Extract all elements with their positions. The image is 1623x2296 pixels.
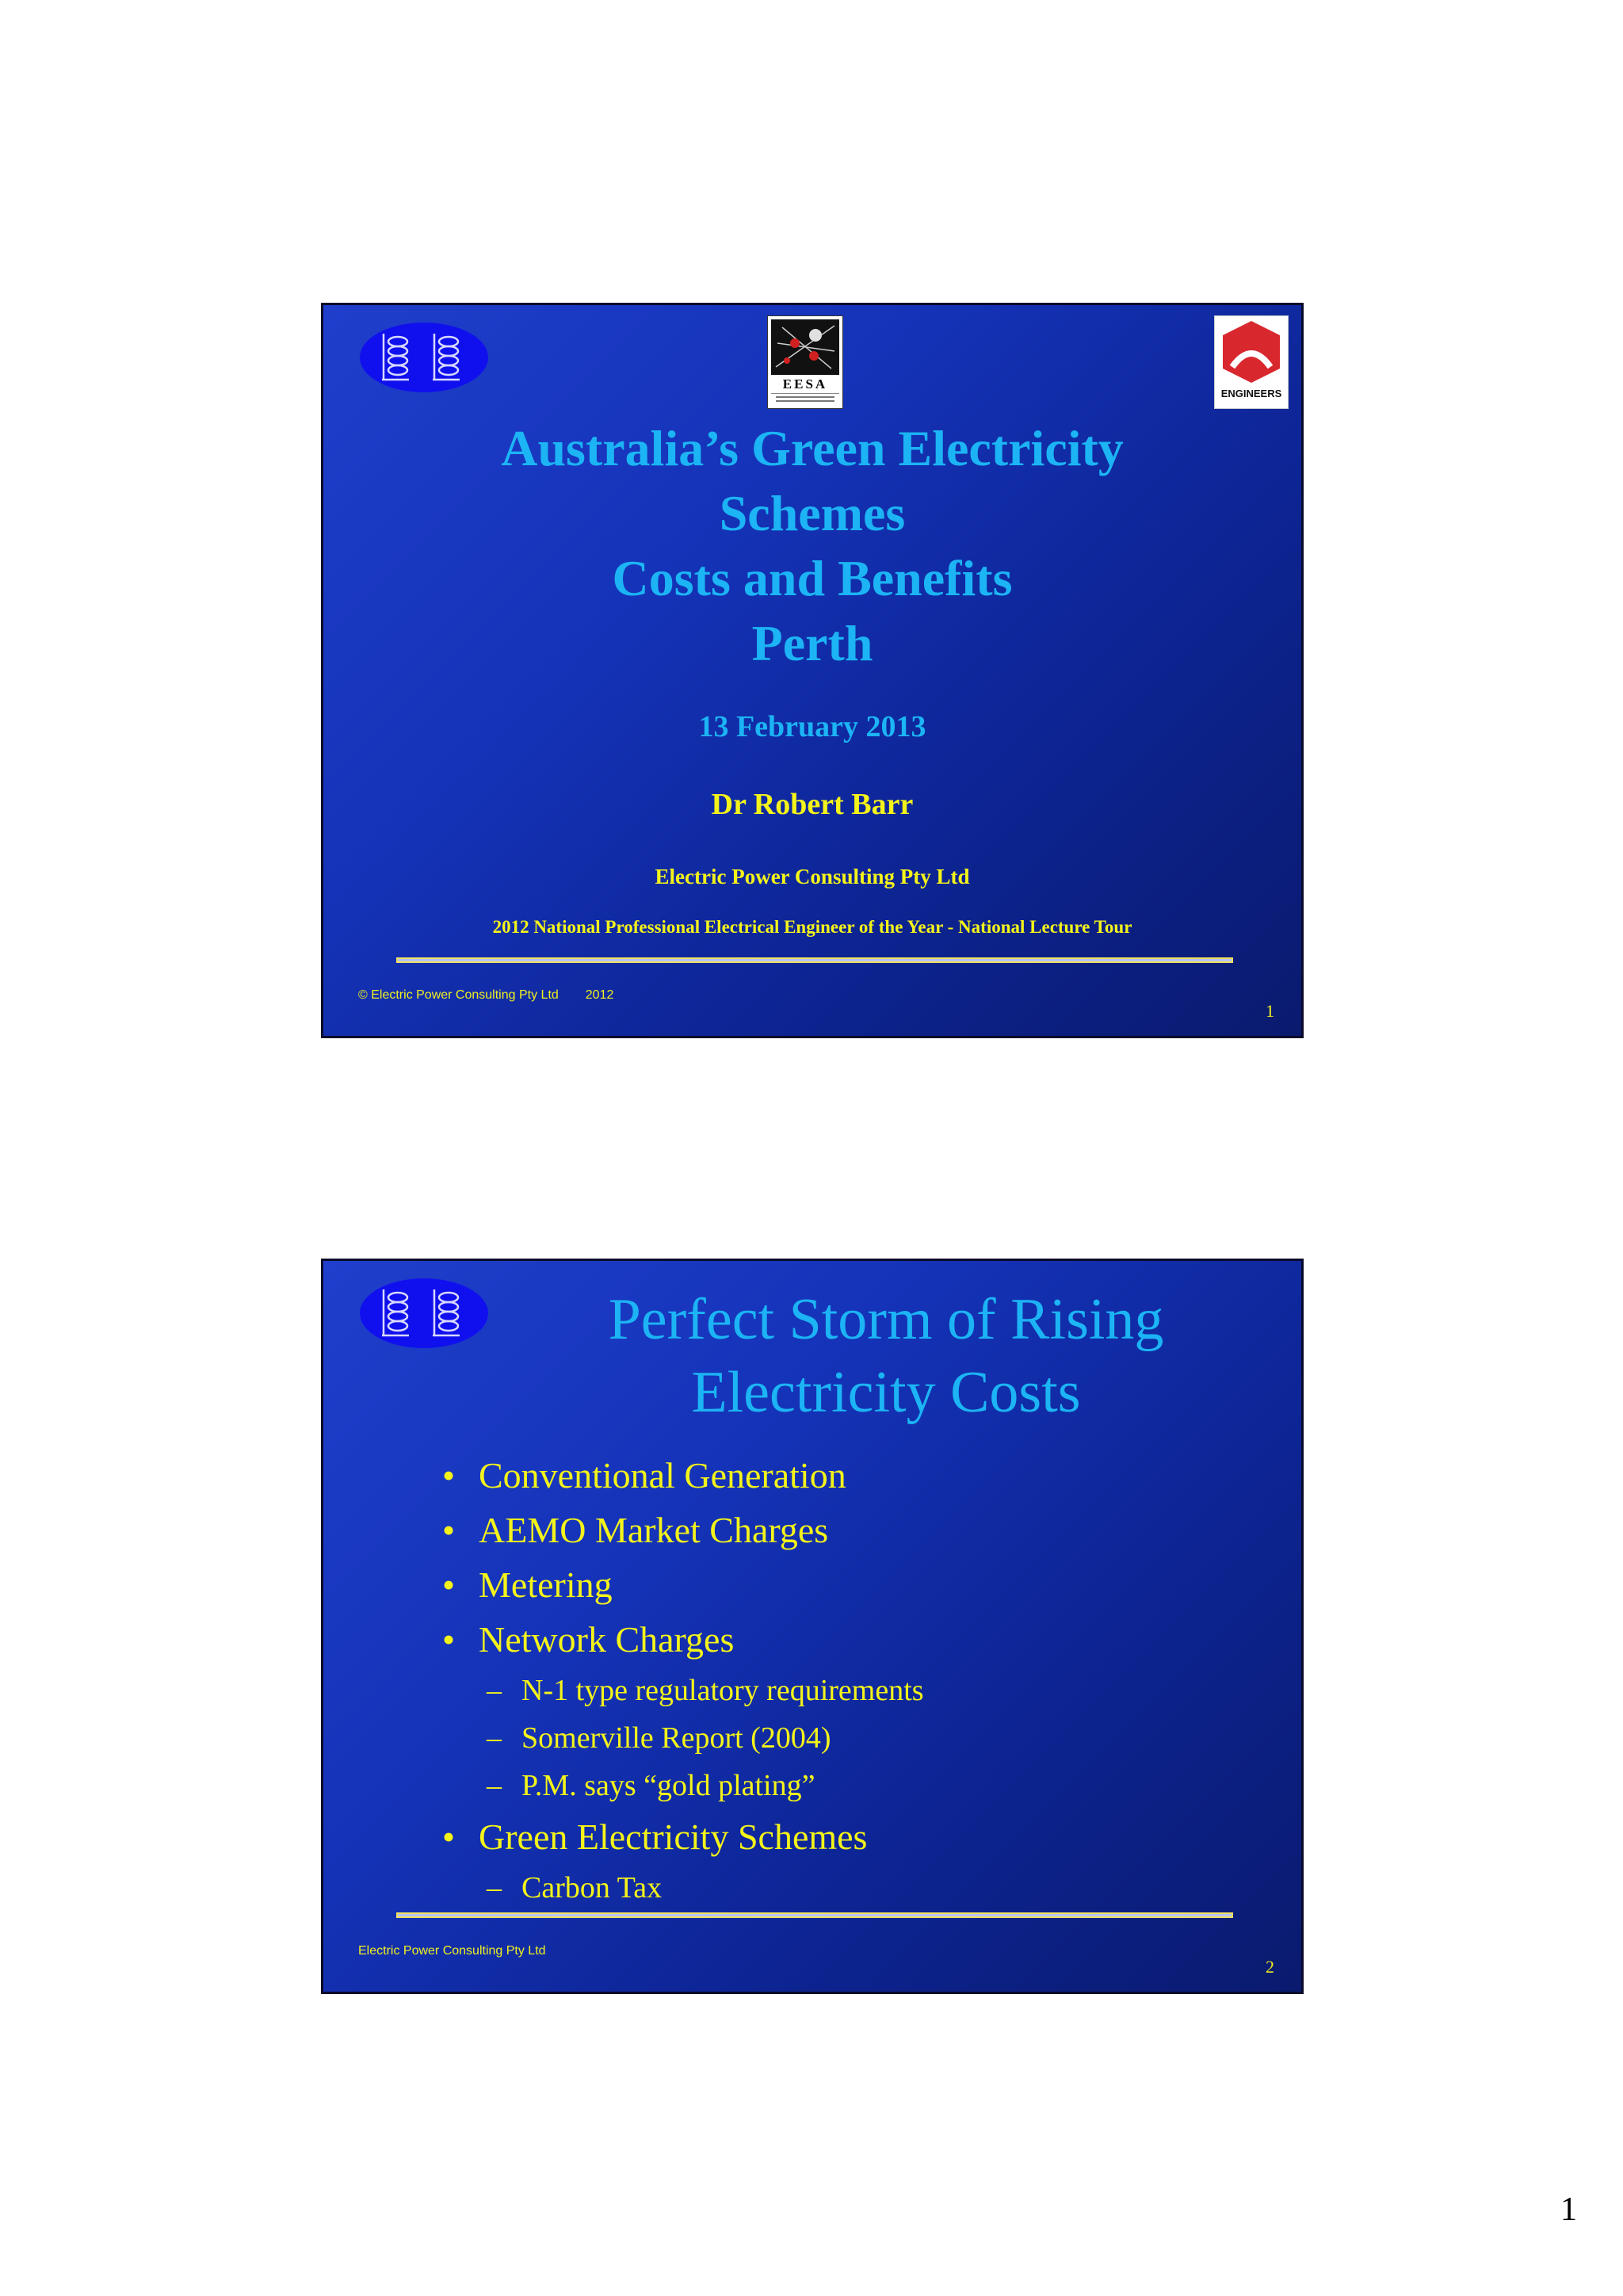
engineers-australia-logo bbox=[1214, 315, 1289, 409]
eesa-atom-icon bbox=[771, 319, 839, 375]
coil-logo-icon bbox=[360, 1278, 488, 1348]
slide-2-footer: Electric Power Consulting Pty Ltd bbox=[358, 1944, 546, 1958]
slide-number: 2 bbox=[1266, 1957, 1274, 1977]
divider-rule bbox=[396, 1912, 1233, 1918]
bullet-item: • Conventional Generation bbox=[442, 1448, 924, 1503]
bullet-item: • Metering bbox=[442, 1557, 924, 1612]
page-number: 1 bbox=[1560, 2191, 1577, 2228]
slide-2 bbox=[321, 1259, 1304, 1994]
presentation-date: 13 February 2013 bbox=[698, 710, 926, 743]
sub-bullet-item: – Somerville Report (2004) bbox=[442, 1714, 924, 1762]
slide-1 bbox=[321, 303, 1304, 1038]
bullet-item: • Network Charges bbox=[442, 1612, 924, 1667]
slide-number: 1 bbox=[1266, 1001, 1274, 1021]
engineers-australia-icon bbox=[1215, 316, 1288, 388]
engineers-australia-logo-text: ENGINEERS bbox=[1220, 388, 1282, 399]
bullet-item: • Green Electricity Schemes bbox=[442, 1809, 924, 1864]
slide-2-title: Perfect Storm of Rising Electricity Costs bbox=[608, 1287, 1164, 1425]
slide-1-title: Australia’s Green Electricity Schemes Costs and Benefits Perth bbox=[501, 420, 1124, 671]
author-name: Dr Robert Barr bbox=[711, 788, 914, 821]
bullet-item: • AEMO Market Charges bbox=[442, 1503, 924, 1557]
divider-rule bbox=[396, 957, 1233, 963]
coil-logo-icon bbox=[360, 323, 488, 392]
bullet-list bbox=[442, 1448, 924, 1912]
sub-bullet-item: – P.M. says “gold plating” bbox=[442, 1762, 924, 1809]
sub-bullet-item: – N-1 type regulatory requirements bbox=[442, 1667, 924, 1714]
eesa-logo-text: EESA bbox=[782, 376, 828, 392]
slide-1-footer: © Electric Power Consulting Pty Ltd 2012 bbox=[358, 988, 614, 1002]
company-name: Electric Power Consulting Pty Ltd bbox=[655, 865, 970, 888]
sub-bullet-item: – Carbon Tax bbox=[442, 1864, 924, 1912]
tagline: 2012 National Professional Electrical Engineer of the Year - National Lecture Tour bbox=[492, 917, 1132, 937]
eesa-logo bbox=[767, 315, 843, 409]
